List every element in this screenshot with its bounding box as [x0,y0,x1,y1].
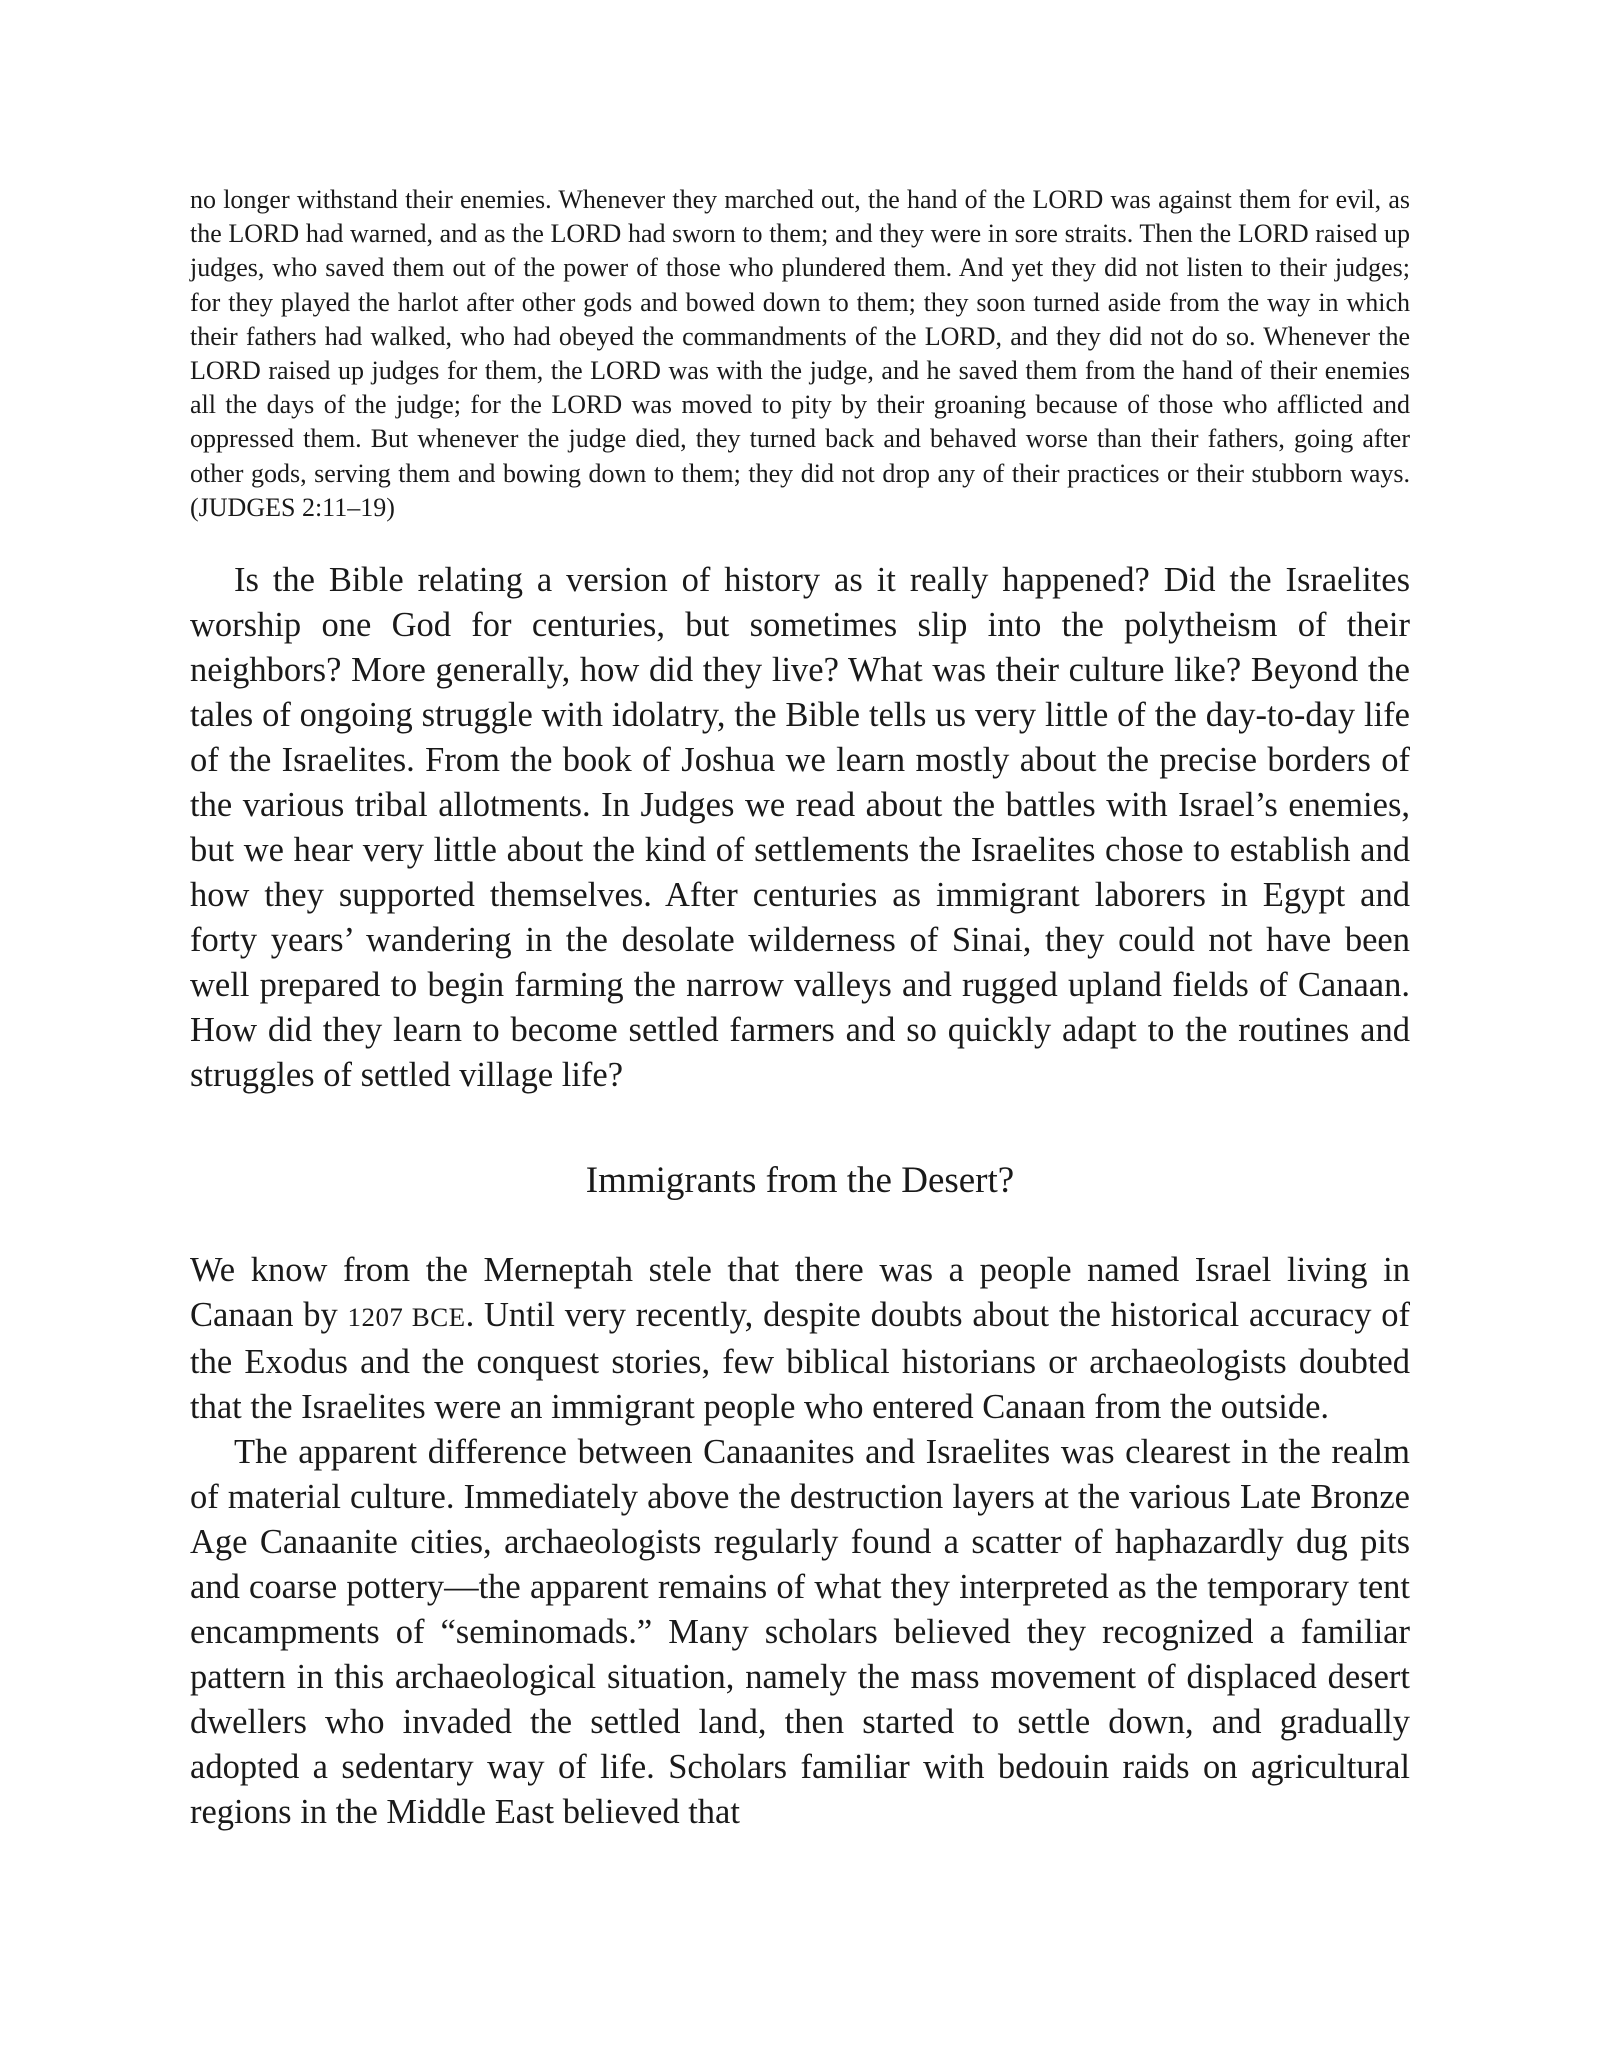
paragraph-2-text-start: We know from the Merneptah stele that there was a people named Israel living in Canaan by [190,1251,1410,1335]
body-paragraph-1: Is the Bible relating a version of history as it really happened? Did the Israelites worship one God for centuries, but sometimes slip into the polytheism of their neighbors? More generally, how did they live? What was their culture like? Beyond the tales of ongoing struggle with idolatry, the Bible tells us very little of the day-to-day life of the Israelites. From the book of Joshua we learn mostly about the precise borders of the various tribal allotments. In Judges we read about the battles with Israel’s enemies, but we hear very little about the kind of settlements the Israelites chose to establish and how they supported themselves. After centuries as immigrant laborers in Egypt and forty years’ wandering in the desolate wilderness of Sinai, they could not have been well prepared to begin farming the narrow valleys and rugged upland fields of Canaan. How did they learn to become settled farmers and so quickly adapt to the routines and struggles of settled village life? [190,561,1410,1095]
body-paragraph-3: The apparent difference between Canaanites and Israelites was clearest in the realm of material culture. Immediately above the destruction layers at the various Late Bronze Age Canaanite cities, archaeologists regularly found a scatter of haphazardly dug pits and coarse pottery—the apparent remains of what they interpreted as the temporary tent encampments of “seminomads.” Many scholars believed they recognized a familiar pattern in this archaeological situation, namely the mass movement of displaced desert dwellers who invaded the settled land, then started to settle down, and gradually adopted a sedentary way of life. Scholars familiar with bedouin raids on agricultural regions in the Middle East believed that [190,1433,1410,1832]
section-heading: Immigrants from the Desert? [585,1160,1015,1202]
scripture-extract [190,183,1410,525]
book-page [190,183,1410,1835]
extract-citation: (JUDGES 2:11–19) [190,492,395,522]
extract-text: no longer withstand their enemies. Whenever they marched out, the hand of the LORD was against them for evil, as the LORD had warned, and as the LORD had sworn to them; and they were in sore straits. Then the LORD raised up judges, who saved them out of the power of those who plundered them. And yet they did not listen to their judges; for they played the harlot after other gods and bowed down to them; they soon turned aside from the way in which their fathers had walked, who had obeyed the commandments of the LORD, and they did not do so. Whenever the LORD raised up judges for them, the LORD was with the judge, and he saved them from the hand of their enemies all the days of the judge; for the LORD was moved to pity by their groaning because of those who afflicted and oppressed them. But whenever the judge died, they turned back and behaved worse than their fathers, going after other gods, serving them and bowing down to them; they did not drop any of their practices or their stubborn ways. [190,185,1410,488]
paragraph-2-text-end: . Until very recently, despite doubts about the historical accuracy of the Exodus and the conquest stories, few biblical historians or archaeologists doubted that the Israelites were an immigrant people who entered Canaan from the outside. [190,1296,1411,1427]
paragraph-2-date: 1207 BCE [347,1302,466,1333]
body-paragraph-2 [190,1248,1410,1430]
